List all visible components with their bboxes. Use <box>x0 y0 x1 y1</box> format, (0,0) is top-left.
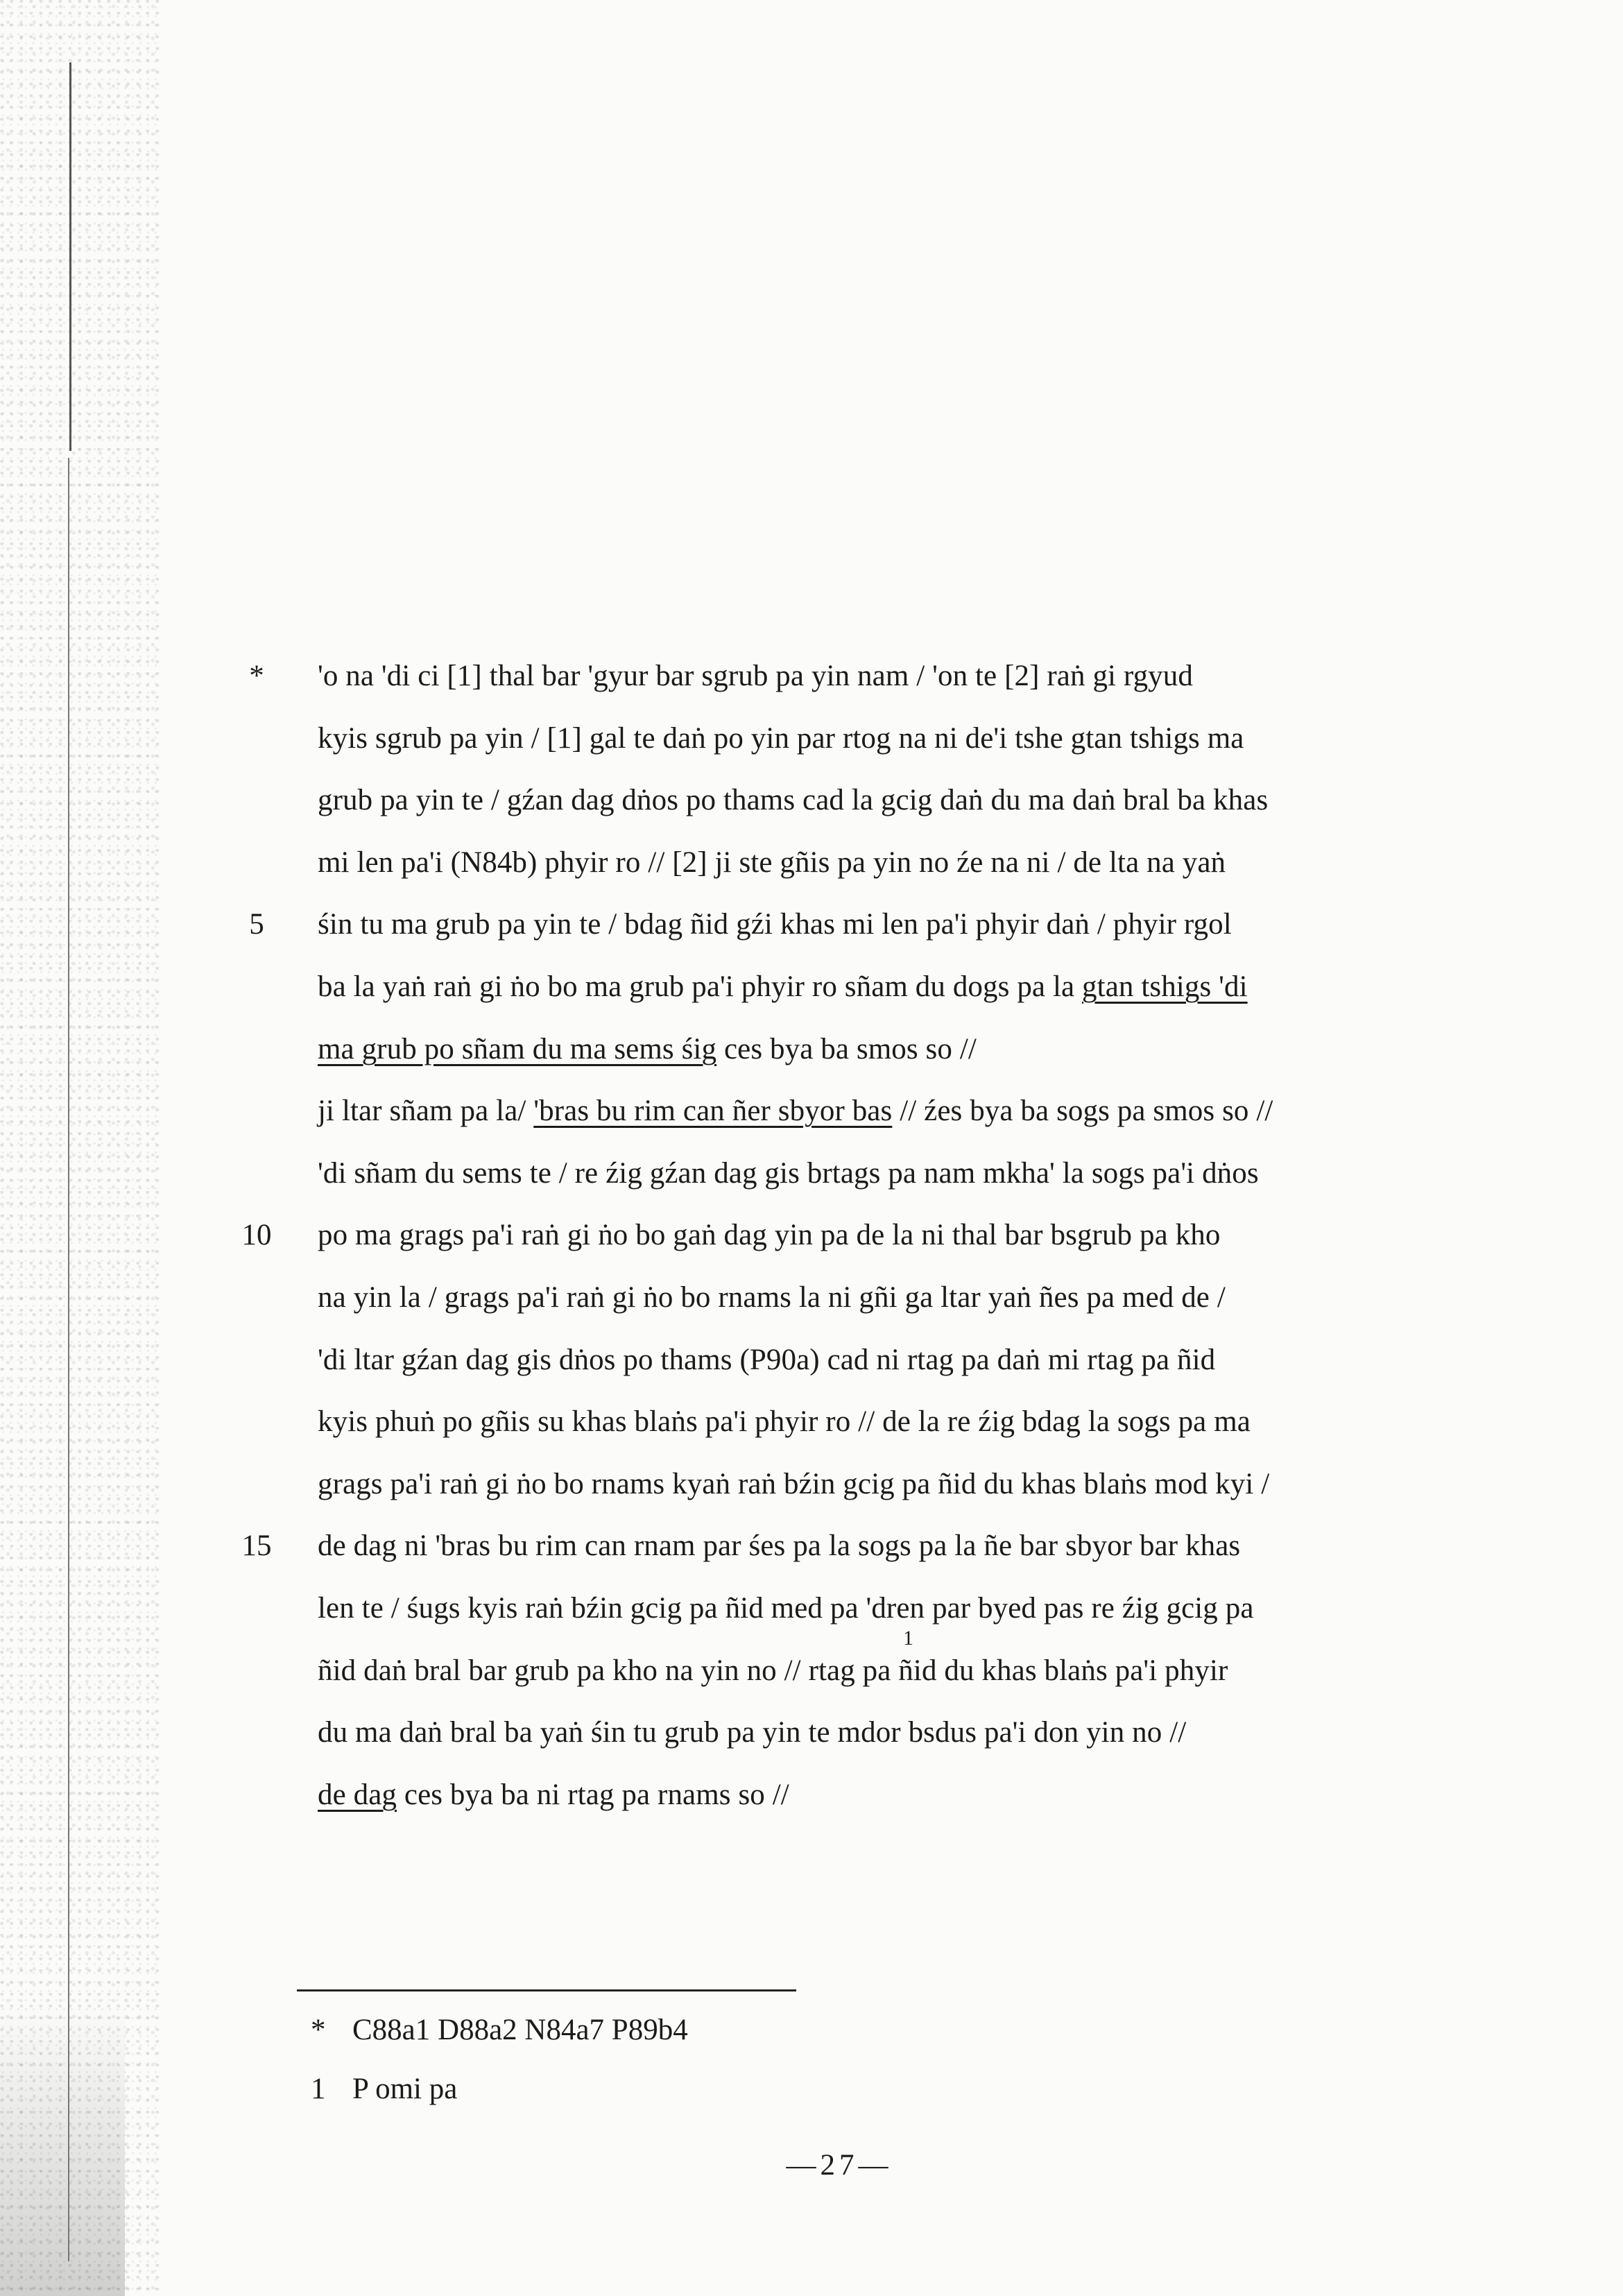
text-segment: ces bya ba ni rtag pa rnams so // <box>397 1779 789 1811</box>
footnote-item <box>311 2015 688 2045</box>
text-line: 'di ltar gźan dag gis dṅos po thams (P90a) cad ni rtag pa daṅ mi rtag pa ñid <box>318 1344 1216 1376</box>
text-line: kyis phuṅ po gñis su khas blaṅs pa'i phyir ro // de la re źig bdag la sogs pa ma <box>318 1405 1251 1438</box>
footnote-text: C88a1 D88a2 N84a7 P89b4 <box>352 2014 688 2046</box>
text-segment: ji ltar sñam pa la/ <box>318 1095 534 1127</box>
line-number: 5 <box>249 908 264 941</box>
text-line: grub pa yin te / gźan dag dṅos po thams cad la gcig daṅ du ma daṅ bral ba khas <box>318 784 1269 816</box>
line-number: 15 <box>241 1530 272 1562</box>
superscript-note: 1 <box>903 1627 913 1650</box>
footnote-item <box>311 2074 457 2104</box>
text-line: 'o na 'di ci [1] thal bar 'gyur bar sgrub pa yin nam / 'on te [2] raṅ gi rgyud <box>318 660 1193 692</box>
asterisk-marker: * <box>249 660 264 692</box>
footnote-text: P omi pa <box>352 2073 458 2105</box>
page-number: —27— <box>786 2149 893 2182</box>
text-line <box>318 972 1462 1002</box>
text-line: mi len pa'i (N84b) phyir ro // [2] ji ste gñis pa yin no źe na ni / de lta na yaṅ <box>318 846 1226 879</box>
underlined-phrase: 'bras bu rim can ñer sbyor bas <box>533 1095 893 1127</box>
text-line: kyis sgrub pa yin / [1] gal te daṅ po yin par rtog na ni de'i tshe gtan tshigs ma <box>318 722 1244 755</box>
text-line: du ma daṅ bral ba yaṅ śin tu grub pa yin te mdor bsdus pa'i don yin no // <box>318 1716 1187 1749</box>
text-line: de dag ni 'bras bu rim can rnam par śes pa la sogs pa la ñe bar sbyor bar khas <box>318 1530 1241 1562</box>
text-line <box>318 1780 1462 1810</box>
text-line: grags pa'i raṅ gi ṅo bo rnams kyaṅ raṅ bźin gcig pa ñid du khas blaṅs mod kyi / <box>318 1468 1270 1500</box>
text-segment: ba la yaṅ raṅ gi ṅo bo ma grub pa'i phyir ro sñam du dogs pa la <box>318 970 1083 1003</box>
text-line: ñid daṅ bral bar grub pa kho na yin no // rtag pa ñid du khas blaṅs pa'i phyir <box>318 1654 1228 1687</box>
scan-edge-shadow <box>0 2005 125 2296</box>
line-number: 10 <box>241 1219 272 1251</box>
text-line: śin tu ma grub pa yin te / bdag ñid gźi khas mi len pa'i phyir daṅ / phyir rgol <box>318 908 1232 941</box>
scan-edge-line <box>69 62 71 451</box>
text-line: 'di sñam du sems te / re źig gźan dag gis brtags pa nam mkha' la sogs pa'i dṅos <box>318 1157 1259 1190</box>
underlined-phrase: de dag <box>318 1779 397 1811</box>
text-segment: // źes bya ba sogs pa smos so // <box>892 1095 1273 1127</box>
underlined-phrase: gtan tshigs 'di <box>1082 970 1248 1003</box>
text-line: len te / śugs kyis raṅ bźin gcig pa ñid med pa 'dren par byed pas re źig gcig pa <box>318 1592 1254 1625</box>
text-line: na yin la / grags pa'i raṅ gi ṅo bo rnams la ni gñi ga ltar yaṅ ñes pa med de / <box>318 1281 1226 1314</box>
underlined-phrase: ma grub po sñam du ma sems śig <box>318 1033 717 1065</box>
footnote-mark: 1 <box>311 2073 326 2105</box>
text-line <box>318 1034 1462 1064</box>
text-segment: ces bya ba smos so // <box>716 1033 977 1065</box>
footnote-mark: * <box>311 2014 326 2046</box>
text-line <box>318 1096 1462 1126</box>
scan-edge-line <box>68 458 69 2261</box>
footnote-rule <box>297 1989 796 1991</box>
text-line: po ma grags pa'i raṅ gi ṅo bo gaṅ dag yin pa de la ni thal bar bsgrub pa kho <box>318 1219 1221 1251</box>
scan-edge-noise <box>0 0 160 2296</box>
